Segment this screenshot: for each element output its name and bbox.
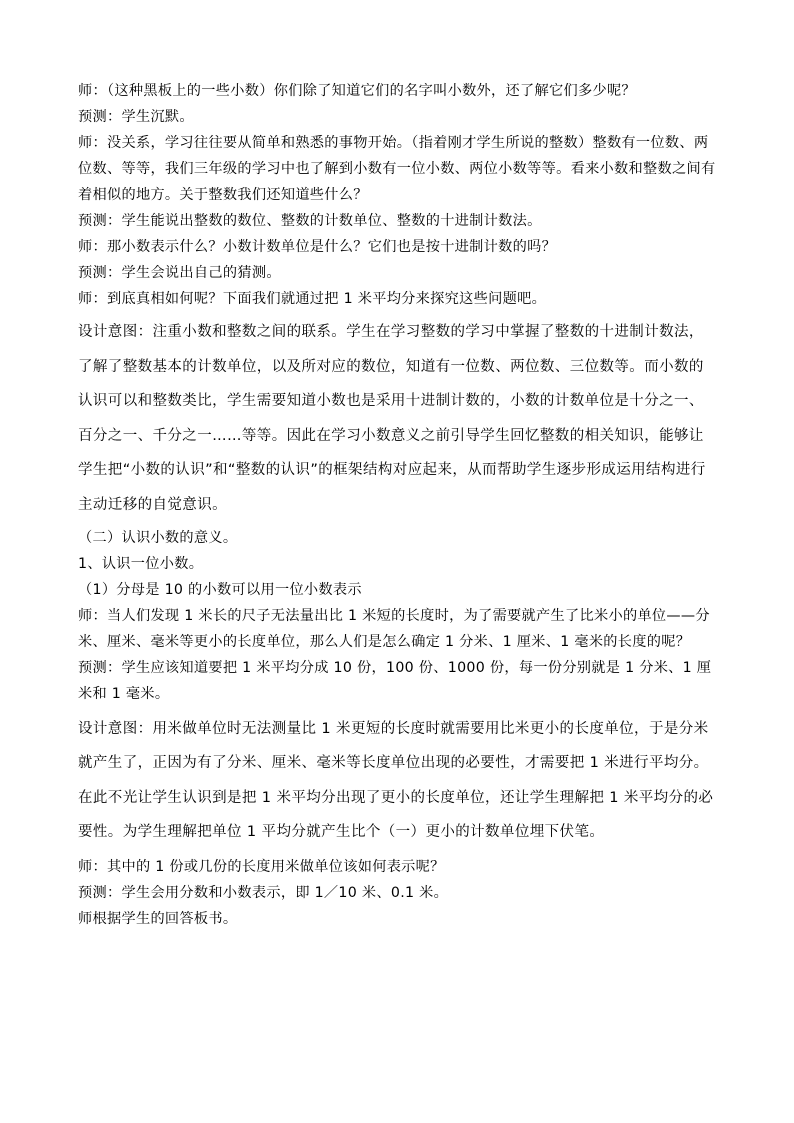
teacher-line: 师：到底真相如何呢？下面我们就通过把 1 米平均分来探究这些问题吧。 <box>78 291 547 307</box>
document-page <box>78 78 718 932</box>
teacher-line: 师：（这种黑板上的一些小数）你们除了知道它们的名字叫小数外，还了解它们多少呢？ <box>78 83 636 99</box>
section-heading-block <box>78 525 718 707</box>
point-heading: （1）分母是 10 的小数可以用一位小数表示 <box>78 581 362 598</box>
teacher-line: 师：没关系，学习往往要从简单和熟悉的事物开始。（指着刚才学生所说的整数）整数有一位数、两位数、等等，我们三年级的学习中也了解到小数有一位小数、两位小数等等。看来小数和整数之间有着相似的地方。关于整数我们还知道些什么？ <box>78 135 716 203</box>
prediction-line: 预测：学生沉默。 <box>78 109 194 125</box>
teacher-line: 师：其中的 1 份或几份的长度用米做单位该如何表示呢？ <box>78 858 445 875</box>
dialogue-block-3 <box>78 854 718 932</box>
prediction-line: 预测：学生会用分数和小数表示，即 1／10 米、0.1 米。 <box>78 884 449 901</box>
prediction-line: 预测：学生应该知道要把 1 米平均分成 10 份，100 份、1000 份，每一份分别就是 1 分米、1 厘米和 1 毫米。 <box>78 659 712 702</box>
prediction-line: 预测：学生会说出自己的猜测。 <box>78 265 281 281</box>
prediction-line: 预测：学生能说出整数的数位、整数的计数单位、整数的十进制计数法。 <box>78 213 542 229</box>
board-note-line: 师根据学生的回答板书。 <box>78 910 238 927</box>
design-intent-paragraph: 设计意图：注重小数和整数之间的联系。学生在学习整数的学习中掌握了整数的十进制计数法，了解了整数基本的计数单位，以及所对应的数位，知道有一位数、两位数、三位数等。而小数的认识可以和整数类比，学生需要知道小数也是采用十进制计数的，小数的计数单位是十分之一、百分之一、千分之一……等等。因此在学习小数意义之前引导学生回忆整数的相关知识，能够让学生把“小数的认识”和“整数的认识”的框架结构对应起来，从而帮助学生逐步形成运用结构进行主动迁移的自觉意识。 <box>78 324 706 513</box>
dialogue-block-1 <box>78 78 718 312</box>
teacher-line: 师：那小数表示什么？小数计数单位是什么？它们也是按十进制计数的吗？ <box>78 239 557 255</box>
design-intent-paragraph: 设计意图：用米做单位时无法测量比 1 米更短的长度时就需要用比米更小的长度单位，于是分米就产生了，正因为有了分米、厘米、毫米等长度单位出现的必要性，才需要把 1 米进行平均分。在此不光让学生认识到是把 1 米平均分出现了更小的长度单位，还让学生理解把 1 米平均分的必要性。为学生理解把单位 1 平均分就产生比个（一）更小的计数单位埋下伏笔。 <box>78 720 714 841</box>
teacher-line: 师：当人们发现 1 米长的尺子无法量出比 1 米短的长度时，为了需要就产生了比米小的单位——分米、厘米、毫米等更小的长度单位，那么人们是怎么确定 1 分米、1 厘米、1 毫米的长度的呢？ <box>78 607 710 650</box>
subsection-heading: 1、认识一位小数。 <box>78 555 204 572</box>
section-heading: （二）认识小数的意义。 <box>78 529 238 546</box>
